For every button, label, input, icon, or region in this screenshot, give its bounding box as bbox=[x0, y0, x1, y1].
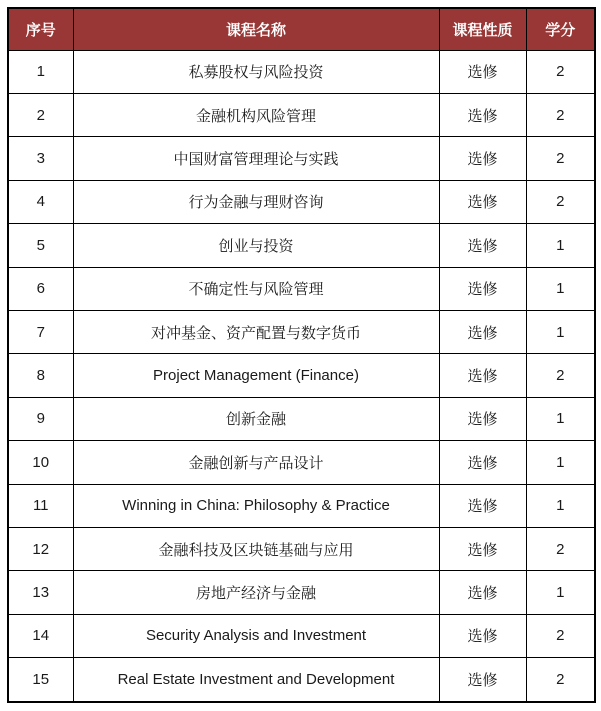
table-row bbox=[8, 267, 595, 310]
course-index-cell: 3 bbox=[8, 137, 73, 180]
course-name-cell: 金融机构风险管理 bbox=[73, 93, 439, 136]
course-nature-cell: 选修 bbox=[439, 571, 526, 614]
course-name-cell: 行为金融与理财咨询 bbox=[73, 180, 439, 223]
course-nature-cell: 选修 bbox=[439, 614, 526, 657]
course-credits-cell: 1 bbox=[526, 441, 595, 484]
course-index-cell: 9 bbox=[8, 397, 73, 440]
table-row bbox=[8, 50, 595, 93]
course-credits-cell: 1 bbox=[526, 310, 595, 353]
course-table-header bbox=[8, 8, 595, 50]
course-credits-cell: 2 bbox=[526, 93, 595, 136]
course-name-cell: 创新金融 bbox=[73, 397, 439, 440]
course-credits-cell: 2 bbox=[526, 137, 595, 180]
course-nature-cell: 选修 bbox=[439, 658, 526, 702]
course-credits-cell: 2 bbox=[526, 50, 595, 93]
course-credits-cell: 2 bbox=[526, 658, 595, 702]
course-index-cell: 1 bbox=[8, 50, 73, 93]
course-index-cell: 13 bbox=[8, 571, 73, 614]
course-index-cell: 2 bbox=[8, 93, 73, 136]
course-name-cell: 不确定性与风险管理 bbox=[73, 267, 439, 310]
table-row bbox=[8, 224, 595, 267]
header-row bbox=[8, 8, 595, 50]
course-name-cell: Real Estate Investment and Development bbox=[73, 658, 439, 702]
course-index-cell: 11 bbox=[8, 484, 73, 527]
course-nature-cell: 选修 bbox=[439, 93, 526, 136]
table-row bbox=[8, 658, 595, 702]
table-row bbox=[8, 397, 595, 440]
table-row bbox=[8, 180, 595, 223]
course-credits-cell: 1 bbox=[526, 571, 595, 614]
course-credits-cell: 1 bbox=[526, 224, 595, 267]
course-index-cell: 8 bbox=[8, 354, 73, 397]
table-row bbox=[8, 93, 595, 136]
course-name-cell: 金融科技及区块链基础与应用 bbox=[73, 527, 439, 570]
course-credits-cell: 2 bbox=[526, 614, 595, 657]
course-nature-cell: 选修 bbox=[439, 441, 526, 484]
course-name-cell: 房地产经济与金融 bbox=[73, 571, 439, 614]
course-credits-cell: 1 bbox=[526, 484, 595, 527]
course-name-cell: Security Analysis and Investment bbox=[73, 614, 439, 657]
table-row bbox=[8, 527, 595, 570]
course-credits-cell: 2 bbox=[526, 527, 595, 570]
course-nature-cell: 选修 bbox=[439, 267, 526, 310]
course-index-cell: 6 bbox=[8, 267, 73, 310]
course-index-cell: 14 bbox=[8, 614, 73, 657]
table-row bbox=[8, 484, 595, 527]
course-name-cell: Project Management (Finance) bbox=[73, 354, 439, 397]
course-index-cell: 12 bbox=[8, 527, 73, 570]
course-nature-cell: 选修 bbox=[439, 354, 526, 397]
course-index-cell: 15 bbox=[8, 658, 73, 702]
course-name-cell: 创业与投资 bbox=[73, 224, 439, 267]
course-table bbox=[7, 7, 596, 703]
course-name-cell: 对冲基金、资产配置与数字货币 bbox=[73, 310, 439, 353]
course-index-cell: 7 bbox=[8, 310, 73, 353]
course-credits-cell: 1 bbox=[526, 397, 595, 440]
header-cell-credits: 学分 bbox=[526, 8, 595, 50]
table-row bbox=[8, 571, 595, 614]
course-name-cell: 金融创新与产品设计 bbox=[73, 441, 439, 484]
course-table-body bbox=[8, 50, 595, 702]
course-nature-cell: 选修 bbox=[439, 484, 526, 527]
course-index-cell: 4 bbox=[8, 180, 73, 223]
course-name-cell: Winning in China: Philosophy & Practice bbox=[73, 484, 439, 527]
course-nature-cell: 选修 bbox=[439, 180, 526, 223]
course-nature-cell: 选修 bbox=[439, 137, 526, 180]
course-nature-cell: 选修 bbox=[439, 224, 526, 267]
course-nature-cell: 选修 bbox=[439, 310, 526, 353]
course-index-cell: 10 bbox=[8, 441, 73, 484]
course-nature-cell: 选修 bbox=[439, 527, 526, 570]
course-name-cell: 私募股权与风险投资 bbox=[73, 50, 439, 93]
table-row bbox=[8, 441, 595, 484]
table-row bbox=[8, 310, 595, 353]
course-nature-cell: 选修 bbox=[439, 397, 526, 440]
table-row bbox=[8, 137, 595, 180]
course-name-cell: 中国财富管理理论与实践 bbox=[73, 137, 439, 180]
table-row bbox=[8, 354, 595, 397]
course-credits-cell: 2 bbox=[526, 180, 595, 223]
course-nature-cell: 选修 bbox=[439, 50, 526, 93]
header-cell-name: 课程名称 bbox=[73, 8, 439, 50]
course-index-cell: 5 bbox=[8, 224, 73, 267]
header-cell-nature: 课程性质 bbox=[439, 8, 526, 50]
course-credits-cell: 1 bbox=[526, 267, 595, 310]
course-credits-cell: 2 bbox=[526, 354, 595, 397]
table-row bbox=[8, 614, 595, 657]
header-cell-index: 序号 bbox=[8, 8, 73, 50]
